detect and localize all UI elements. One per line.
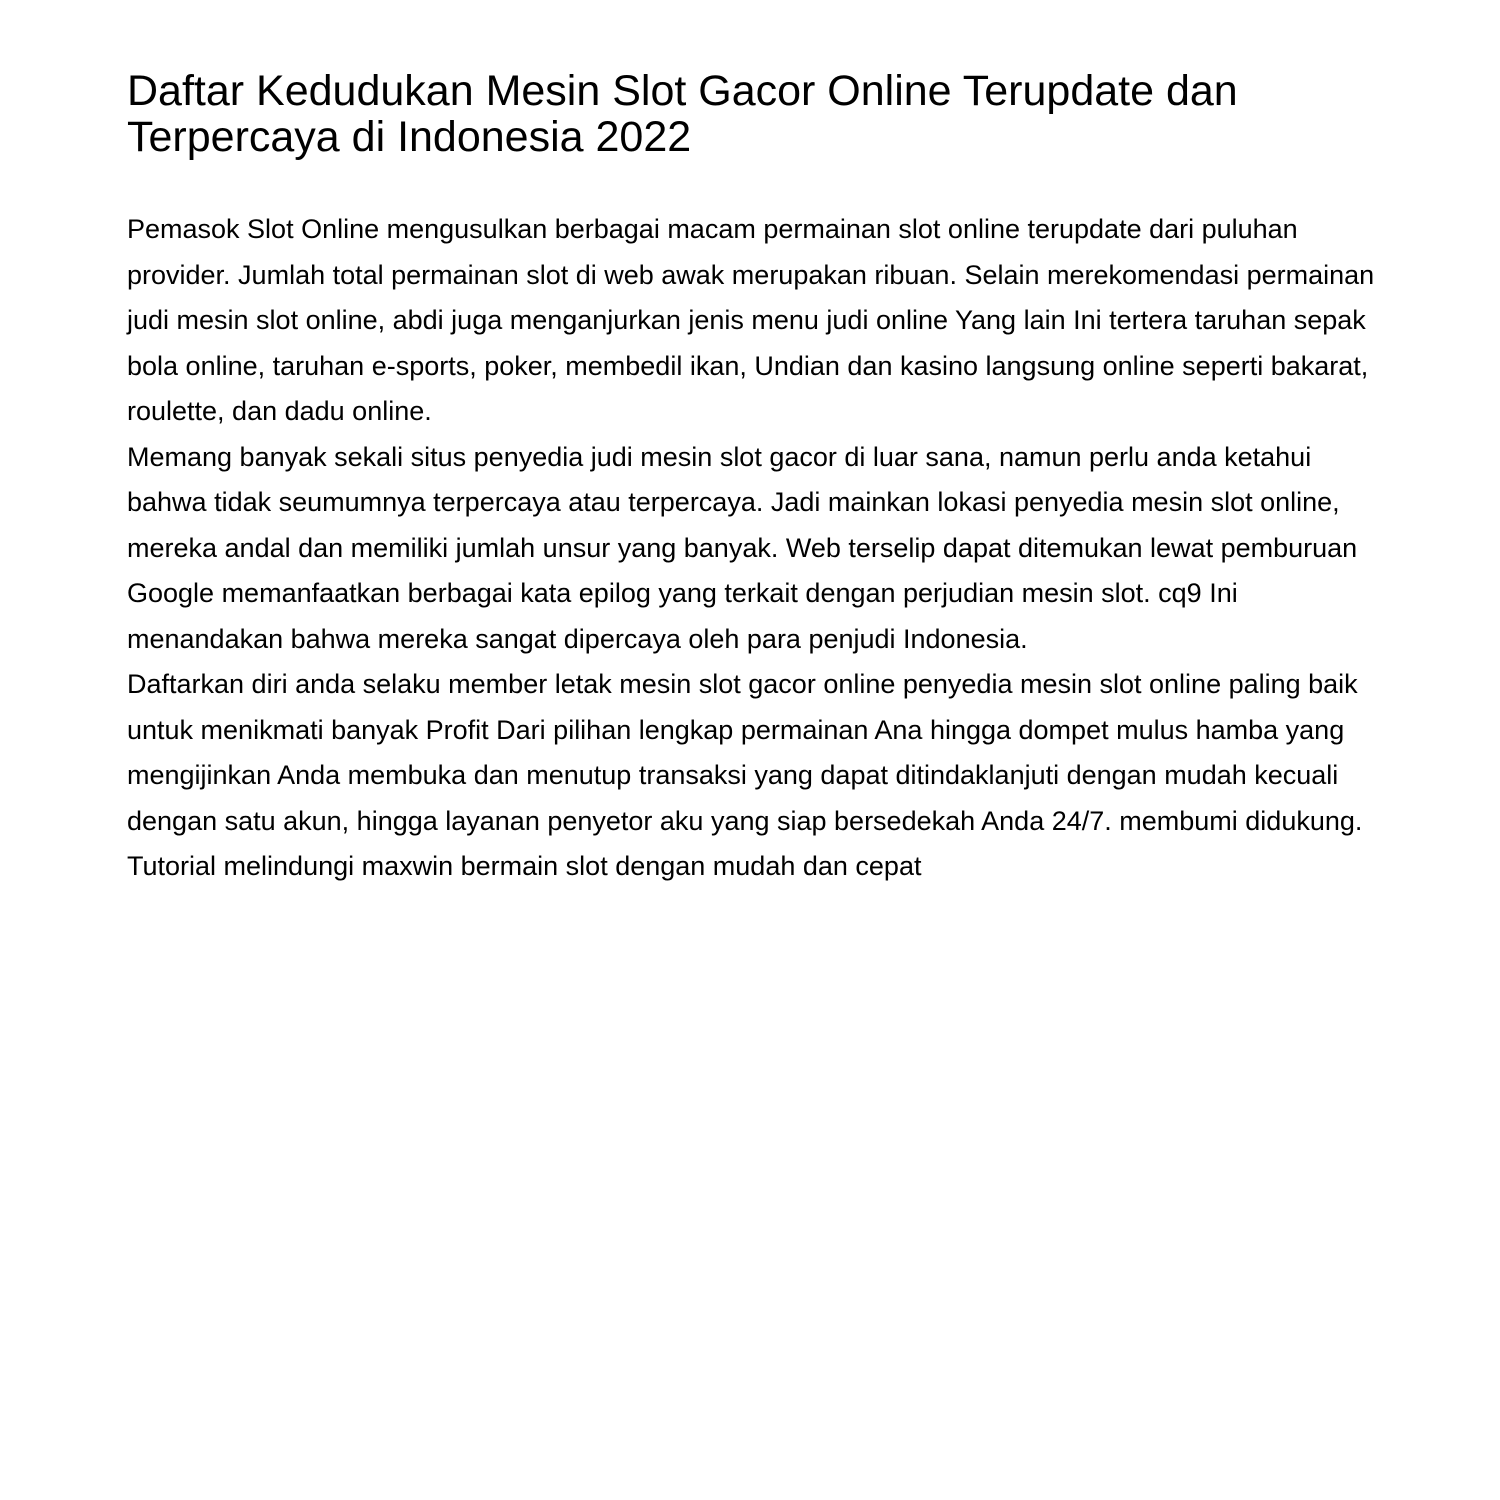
document-body (127, 207, 1387, 890)
paragraph-1: Pemasok Slot Online mengusulkan berbagai macam permainan slot online terupdate dari puluhan provider. Jumlah total permainan slot di web awak merupakan ribuan. Selain merekomendasi permainan judi mesin slot online, abdi juga menganjurkan jenis menu judi online Yang lain Ini tertera taruhan sepak bola online, taruhan e-sports, poker, membedil ikan, Undian dan kasino langsung online seperti bakarat, roulette, dan dadu online. (127, 214, 1375, 426)
paragraph-3: Daftarkan diri anda selaku member letak mesin slot gacor online penyedia mesin slot online paling baik untuk menikmati banyak Profit Dari pilihan lengkap permainan Ana hingga dompet mulus hamba yang mengijinkan Anda membuka dan menutup transaksi yang dapat ditindaklanjuti dengan mudah kecuali dengan satu akun, hingga layanan penyetor aku yang siap bersedekah Anda 24/7. membumi didukung. (127, 669, 1363, 836)
paragraph-4: Tutorial melindungi maxwin bermain slot dengan mudah dan cepat (127, 851, 922, 881)
paragraph-2: Memang banyak sekali situs penyedia judi mesin slot gacor di luar sana, namun perlu anda ketahui bahwa tidak seumumnya terpercaya atau terpercaya. Jadi mainkan lokasi penyedia mesin slot online, mereka andal dan memiliki jumlah unsur yang banyak. Web terselip dapat ditemukan lewat pemburuan Google memanfaatkan berbagai kata epilog yang terkait dengan perjudian mesin slot. cq9 Ini menandakan bahwa mereka sangat dipercaya oleh para penjudi Indonesia. (127, 441, 1358, 654)
document-page (127, 68, 1387, 890)
document-title: Daftar Kedudukan Mesin Slot Gacor Online Terupdate dan Terpercaya di Indonesia 2022 (127, 67, 1238, 161)
